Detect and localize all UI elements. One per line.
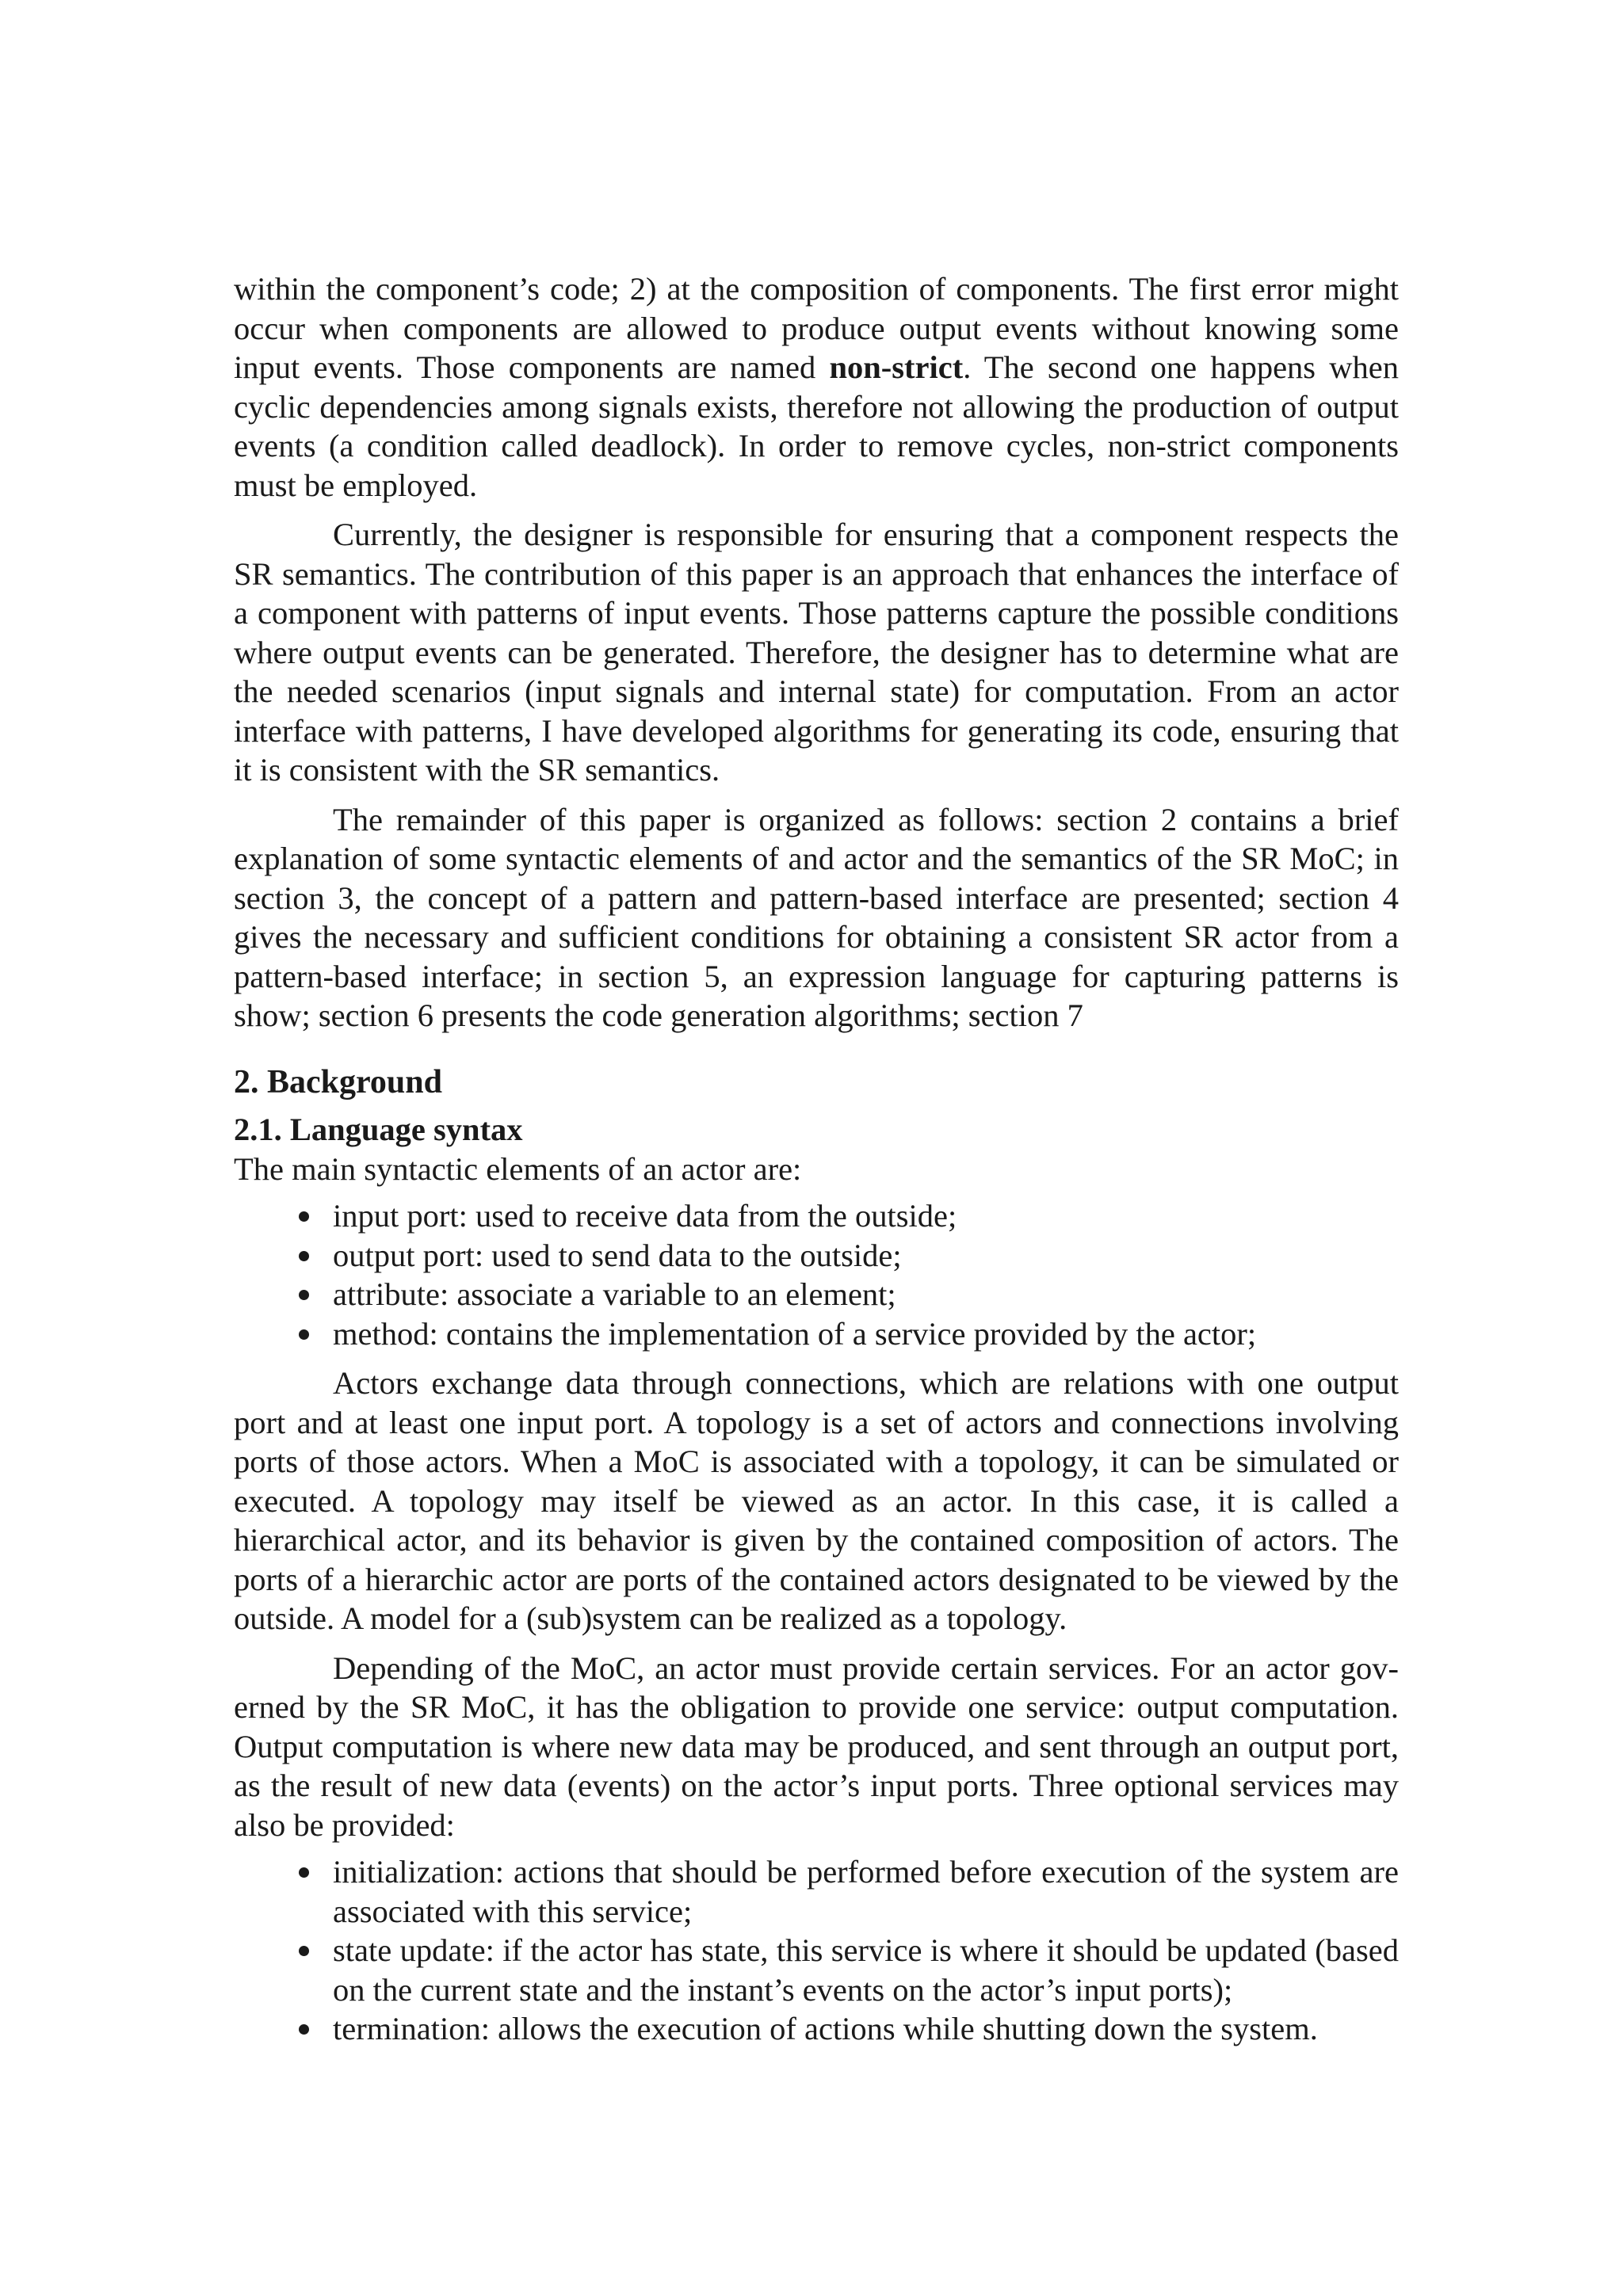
paragraph-organization: The remainder of this paper is organized as follows: section 2 contains a brief explanation of some syntactic elements of and actor and the semantics of the SR MoC; in section 3, the concept of a pattern and pattern-based interface are presented; section 4 gives the necessary and sufficient conditions for obtaining a consistent SR actor from a pattern-based interface; in section 5, an expression language for capturing patterns is show; section 6 presents the code generation algorithms; section 7: [234, 801, 1399, 1033]
section-heading-background: 2. Background: [234, 1063, 442, 1100]
subsection-heading-language-syntax: 2.1. Language syntax: [234, 1111, 523, 1147]
bullet-icon: [299, 1946, 309, 1956]
bullet-icon: [299, 1290, 309, 1300]
optional-services-list: [234, 1852, 1399, 2049]
bullet-icon: [299, 1251, 309, 1261]
paragraph-intro-text-a: within the component’s code; 2) at the composition of components. The first error might occur when components are allowed to produce output events without knowing some input events. Those components are named: [234, 271, 1399, 385]
paragraph-actors-topology: Actors exchange data through connections, which are relations with one output port and at least one input port. A topology is a set of actors and connections involving ports of those actors. When a MoC is associated with a topology, it can be simulated or executed. A topology may itself be viewed as an actor. In this case, it is called a hierarchical actor, and its behavior is given by the contained composition of actors. The ports of a hierarchic actor are ports of the contained actors designated to be viewed by the outside. A model for a (sub)system can be realized as a topology.: [234, 1365, 1399, 1636]
paragraph-contribution: Currently, the designer is responsible for ensuring that a component respects the SR semantics. The contribution of this paper is an approach that enhances the interface of a component with patterns of input events. Those patterns capture the possible conditions where output events can be generated. Therefore, the designer has to determine what are the needed scenarios (input signals and internal state) for computation. From an actor interface with patterns, I have developed algorithms for generating its code, ensuring that it is consistent with the SR semantics.: [234, 517, 1399, 788]
term-non-strict: non-strict: [829, 349, 964, 385]
paragraph-moc-services: Depending of the MoC, an actor must provide certain services. For an actor governed by the SR MoC, it has the obligation to provide one service: output computation. Output computation is where new data may be produced, and sent through an output port, as the result of new data (events) on the actor’s input ports. Three optional services may also be provided:: [234, 1650, 1399, 1843]
bullet-icon: [299, 1211, 309, 1222]
bullet-icon: [299, 2024, 309, 2035]
list-item-text: input port: used to receive data from the outside;: [333, 1198, 957, 1234]
bullet-icon: [299, 1329, 309, 1340]
list-item: [234, 1236, 1399, 1276]
syntactic-elements-list: [234, 1196, 1399, 1353]
bullet-icon: [299, 1867, 309, 1878]
paragraph-intro-errors: [234, 269, 1399, 505]
paper-page: [234, 269, 1399, 2059]
paragraph-syntax-intro: The main syntactic elements of an actor are:: [234, 1150, 802, 1187]
list-item-text: attribute: associate a variable to an element;: [333, 1276, 896, 1312]
list-item-text: state update: if the actor has state, this service is where it should be updated (based on the current state and the instant’s events on the actor’s input ports);: [333, 1932, 1399, 2008]
list-item: [234, 2009, 1399, 2049]
list-item-text: termination: allows the execution of actions while shutting down the system.: [333, 2011, 1318, 2046]
list-item: [234, 1852, 1399, 1931]
list-item: [234, 1196, 1399, 1236]
list-item: [234, 1931, 1399, 2009]
list-item: [234, 1275, 1399, 1314]
list-item-text: initialization: actions that should be performed before execution of the system are associated with this service;: [333, 1854, 1399, 1929]
paragraph-intro-text-b: . The second one happens when cyclic dependencies among signals exists, therefore not allowing the production of output events (a condition called deadlock). In order to remove cycles, non-strict components must be employed.: [234, 349, 1399, 503]
list-item: [234, 1314, 1399, 1354]
list-item-text: output port: used to send data to the outside;: [333, 1237, 902, 1273]
list-item-text: method: contains the implementation of a service provided by the actor;: [333, 1315, 1257, 1352]
